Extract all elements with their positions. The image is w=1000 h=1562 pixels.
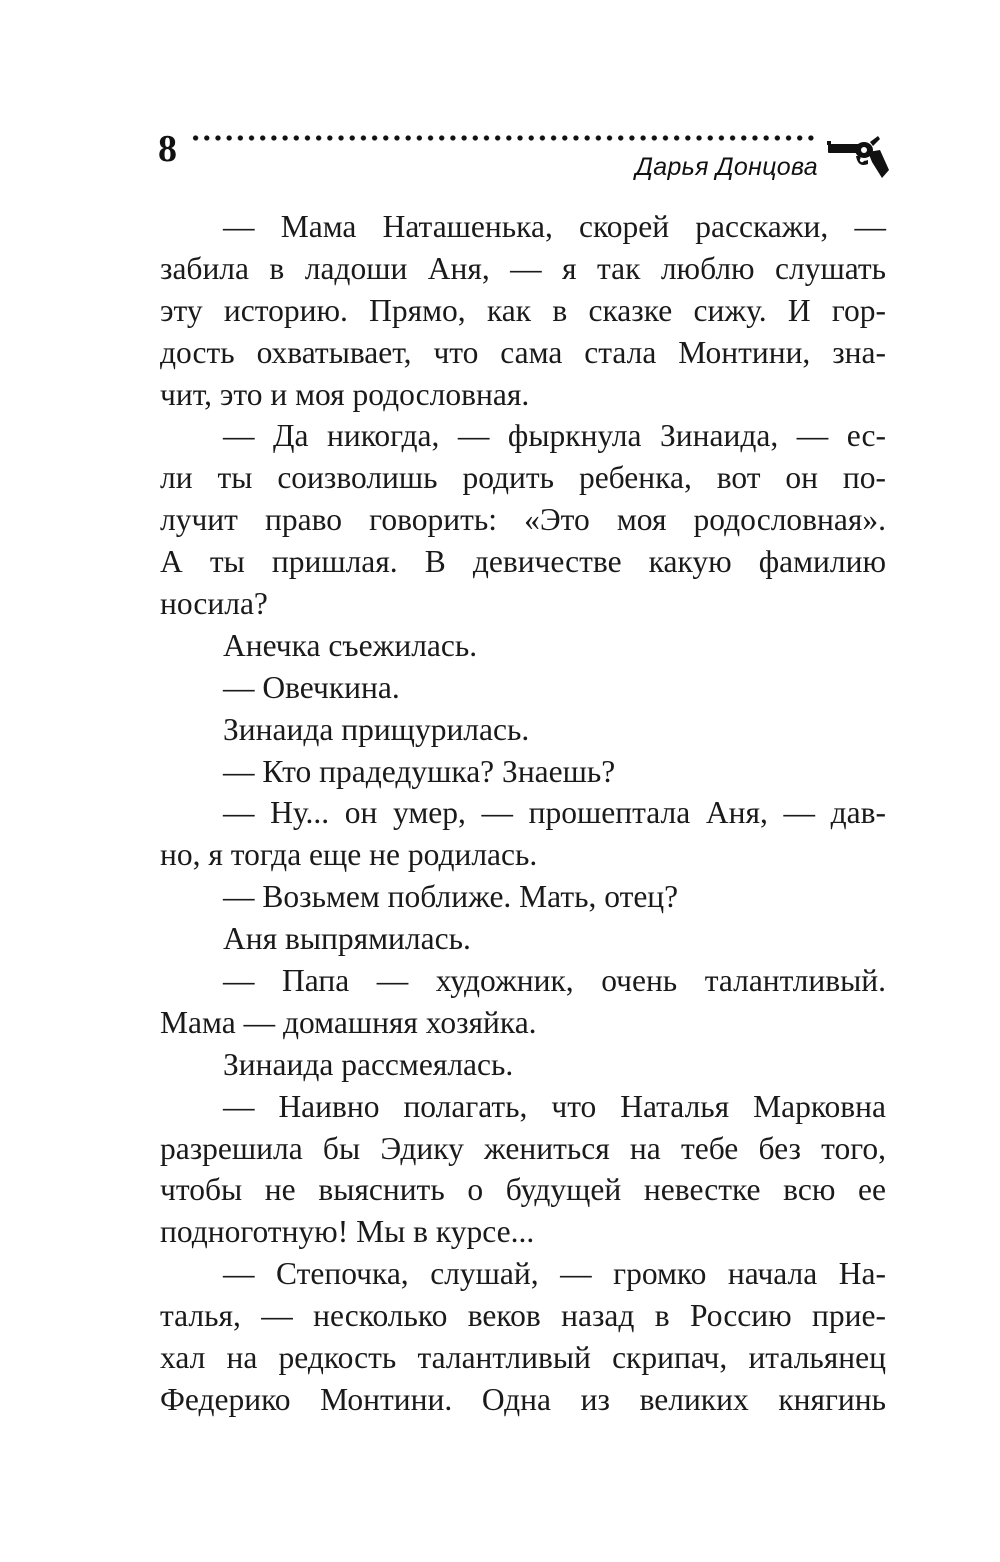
text-line: эту историю. Прямо, как в сказке сижу. И гор- (160, 292, 886, 328)
text-line: — Мама Наташенька, скорей расскажи, — (223, 209, 886, 244)
text-line: забила в ладоши Аня, — я так люблю слушать (160, 250, 886, 286)
text-line: Зинаида прищурилась. (223, 711, 530, 747)
text-line: талья, — несколько веков назад в Россию прие- (160, 1298, 886, 1334)
text-line: носила? (160, 586, 268, 622)
page-number: 8 (158, 128, 177, 170)
revolver-icon (826, 134, 890, 180)
text-line: — Возьмем поближе. Мать, отец? (223, 879, 679, 915)
text-line: — Наивно полагать, что Наталья Марковна (223, 1088, 886, 1124)
text-line: чит, это и моя родословная. (160, 376, 530, 412)
text-line: хал на редкость талантливый скрипач, итальянец (160, 1340, 886, 1376)
text-line: Аня выпрямилась. (223, 921, 471, 957)
text-line: разрешила бы Эдику жениться на тебе без того, (160, 1130, 886, 1166)
running-header-author: Дарья Донцова (635, 153, 818, 181)
text-line: Анечка съежилась. (223, 627, 478, 663)
text-line: — Папа — художник, очень талантливый. (223, 963, 886, 999)
text-line: — Ну... он умер, — прошептала Аня, — дав- (223, 795, 886, 831)
text-line: ли ты соизволишь родить ребенка, вот он по- (160, 460, 886, 496)
text-line: дость охватывает, что сама стала Монтини, зна- (160, 334, 886, 370)
text-line: но, я тогда еще не родилась. (160, 837, 538, 873)
text-line: подноготную! Мы в курсе... (160, 1214, 535, 1250)
text-line: Мама — домашняя хозяйка. (160, 1004, 537, 1040)
text-line: — Овечкина. (223, 669, 400, 705)
text-line: — Кто прадедушка? Знаешь? (223, 753, 616, 789)
text-line: — Степочка, слушай, — громко начала На- (223, 1256, 886, 1292)
text-line: — Да никогда, — фыркнула Зинаида, — ес- (223, 418, 886, 454)
text-line: Федерико Монтини. Одна из великих княгинь (160, 1381, 886, 1417)
text-line: лучит право говорить: «Это моя родословная». (160, 502, 886, 538)
text-line: чтобы не выяснить о будущей невестке всю ее (160, 1172, 886, 1208)
text-line: А ты пришлая. В девичестве какую фамилию (160, 544, 886, 580)
text-line: Зинаида рассмеялась. (223, 1046, 514, 1082)
body-text (160, 206, 886, 1421)
dotted-rule (190, 132, 815, 144)
